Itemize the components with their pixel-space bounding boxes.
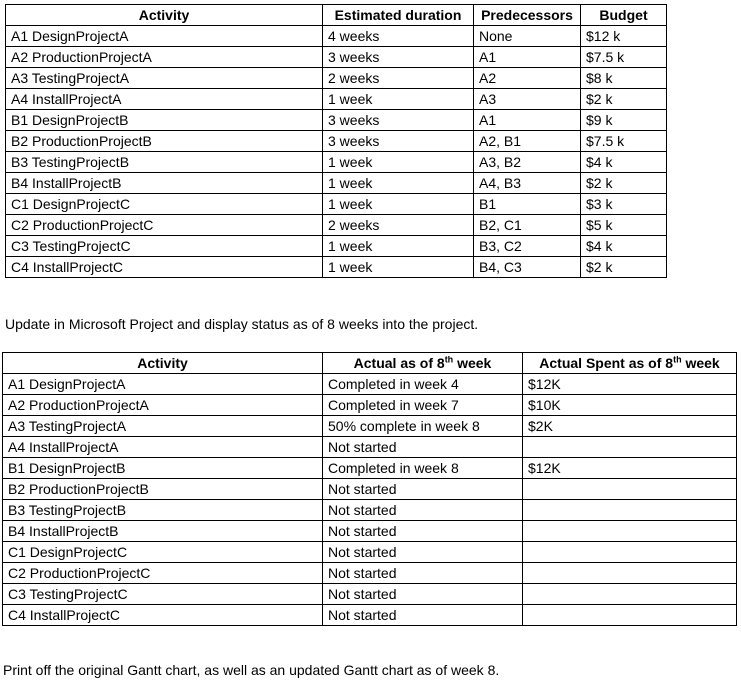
spent-cell	[523, 563, 737, 584]
activity-cell: A3 TestingProjectA	[3, 416, 323, 437]
actual-cell: Not started	[323, 605, 523, 626]
print-instruction: Print off the original Gantt chart, as well as an updated Gantt chart as of week 8.	[3, 662, 500, 678]
budget-cell: $5 k	[581, 215, 667, 236]
duration-cell: 1 week	[323, 152, 474, 173]
actual-cell: Not started	[323, 437, 523, 458]
activity-cell: A4 InstallProjectA	[3, 437, 323, 458]
spent-cell	[523, 584, 737, 605]
predecessors-cell: None	[474, 26, 581, 47]
table-row	[3, 584, 737, 605]
actual-cell: 50% complete in week 8	[323, 416, 523, 437]
duration-header: Estimated duration	[323, 5, 474, 26]
predecessors-cell: A1	[474, 110, 581, 131]
status-instruction: Update in Microsoft Project and display status as of 8 weeks into the project.	[5, 316, 479, 332]
predecessors-cell: B3, C2	[474, 236, 581, 257]
table-row	[6, 47, 667, 68]
spent-header-suffix: week	[681, 355, 720, 371]
activity-cell: A4 InstallProjectA	[6, 89, 323, 110]
table-row	[3, 416, 737, 437]
predecessors-cell: B1	[474, 194, 581, 215]
budget-cell: $2 k	[581, 89, 667, 110]
duration-cell: 1 week	[323, 89, 474, 110]
spent-cell	[523, 605, 737, 626]
table-row	[3, 521, 737, 542]
table-row	[3, 500, 737, 521]
duration-cell: 1 week	[323, 236, 474, 257]
table-row	[3, 395, 737, 416]
budget-cell: $4 k	[581, 236, 667, 257]
table-header-row	[3, 353, 737, 374]
activity-cell: C3 TestingProjectC	[3, 584, 323, 605]
activity-cell: B4 InstallProjectB	[6, 173, 323, 194]
duration-cell: 1 week	[323, 194, 474, 215]
actual-cell: Not started	[323, 521, 523, 542]
actual-cell: Completed in week 8	[323, 458, 523, 479]
table-row	[3, 563, 737, 584]
budget-cell: $2 k	[581, 173, 667, 194]
duration-cell: 4 weeks	[323, 26, 474, 47]
activity-header: Activity	[3, 353, 323, 374]
activity-cell: A2 ProductionProjectA	[6, 47, 323, 68]
duration-cell: 2 weeks	[323, 215, 474, 236]
activity-cell: B1 DesignProjectB	[3, 458, 323, 479]
table-row	[6, 257, 667, 278]
actual-cell: Completed in week 4	[323, 374, 523, 395]
budget-cell: $12 k	[581, 26, 667, 47]
activity-cell: B1 DesignProjectB	[6, 110, 323, 131]
spent-cell: $2K	[523, 416, 737, 437]
activity-cell: C1 DesignProjectC	[3, 542, 323, 563]
spent-cell	[523, 521, 737, 542]
predecessors-cell: A3, B2	[474, 152, 581, 173]
actual-cell: Not started	[323, 479, 523, 500]
duration-cell: 1 week	[323, 257, 474, 278]
predecessors-cell: A2, B1	[474, 131, 581, 152]
table-row	[3, 605, 737, 626]
spent-cell	[523, 479, 737, 500]
table-row	[6, 152, 667, 173]
budget-header: Budget	[581, 5, 667, 26]
predecessors-cell: B4, C3	[474, 257, 581, 278]
spent-cell	[523, 500, 737, 521]
duration-cell: 3 weeks	[323, 110, 474, 131]
actual-cell: Not started	[323, 584, 523, 605]
budget-cell: $9 k	[581, 110, 667, 131]
activity-cell: B4 InstallProjectB	[3, 521, 323, 542]
spent-cell: $10K	[523, 395, 737, 416]
table-row	[3, 479, 737, 500]
spent-header	[523, 353, 737, 374]
actual-cell: Not started	[323, 542, 523, 563]
spent-cell: $12K	[523, 458, 737, 479]
predecessors-cell: A3	[474, 89, 581, 110]
duration-cell: 3 weeks	[323, 131, 474, 152]
budget-cell: $8 k	[581, 68, 667, 89]
actual-header-sup: th	[444, 354, 454, 365]
spent-header-text: Actual Spent as of 8	[539, 355, 674, 371]
activity-cell: A1 DesignProjectA	[3, 374, 323, 395]
activity-cell: A1 DesignProjectA	[6, 26, 323, 47]
actual-cell: Not started	[323, 500, 523, 521]
table-row	[3, 542, 737, 563]
table-row	[6, 236, 667, 257]
budget-cell: $3 k	[581, 194, 667, 215]
activity-cell: B2 ProductionProjectB	[6, 131, 323, 152]
actuals-table-body	[3, 374, 737, 626]
duration-cell: 1 week	[323, 173, 474, 194]
budget-cell: $7.5 k	[581, 47, 667, 68]
actual-header	[323, 353, 523, 374]
estimate-table-body	[6, 26, 667, 278]
activity-cell: B2 ProductionProjectB	[3, 479, 323, 500]
activity-cell: C3 TestingProjectC	[6, 236, 323, 257]
table-row	[3, 458, 737, 479]
duration-cell: 2 weeks	[323, 68, 474, 89]
budget-cell: $7.5 k	[581, 131, 667, 152]
table-row	[6, 131, 667, 152]
actual-cell: Not started	[323, 563, 523, 584]
activity-cell: B3 TestingProjectB	[3, 500, 323, 521]
activity-cell: B3 TestingProjectB	[6, 152, 323, 173]
spent-cell: $12K	[523, 374, 737, 395]
activity-cell: C1 DesignProjectC	[6, 194, 323, 215]
table-row	[6, 89, 667, 110]
predecessors-header: Predecessors	[474, 5, 581, 26]
spent-cell	[523, 542, 737, 563]
table-row	[6, 26, 667, 47]
predecessors-cell: B2, C1	[474, 215, 581, 236]
table-row	[3, 374, 737, 395]
budget-cell: $2 k	[581, 257, 667, 278]
spent-header-sup: th	[673, 354, 682, 365]
activity-cell: C4 InstallProjectC	[6, 257, 323, 278]
budget-cell: $4 k	[581, 152, 667, 173]
activity-header: Activity	[6, 5, 323, 26]
spent-cell	[523, 437, 737, 458]
table-row	[6, 173, 667, 194]
actual-header-text: Actual as of 8	[353, 355, 445, 371]
table-row	[6, 215, 667, 236]
duration-cell: 3 weeks	[323, 47, 474, 68]
activity-cell: A3 TestingProjectA	[6, 68, 323, 89]
table-header-row	[6, 5, 667, 26]
activity-cell: A2 ProductionProjectA	[3, 395, 323, 416]
estimate-table	[5, 4, 667, 278]
actual-header-suffix: week	[453, 355, 492, 371]
activity-cell: C2 ProductionProjectC	[6, 215, 323, 236]
activity-cell: C2 ProductionProjectC	[3, 563, 323, 584]
table-row	[3, 437, 737, 458]
actuals-table	[2, 352, 737, 626]
table-row	[6, 194, 667, 215]
actual-cell: Completed in week 7	[323, 395, 523, 416]
table-row	[6, 110, 667, 131]
predecessors-cell: A2	[474, 68, 581, 89]
predecessors-cell: A4, B3	[474, 173, 581, 194]
activity-cell: C4 InstallProjectC	[3, 605, 323, 626]
predecessors-cell: A1	[474, 47, 581, 68]
table-row	[6, 68, 667, 89]
